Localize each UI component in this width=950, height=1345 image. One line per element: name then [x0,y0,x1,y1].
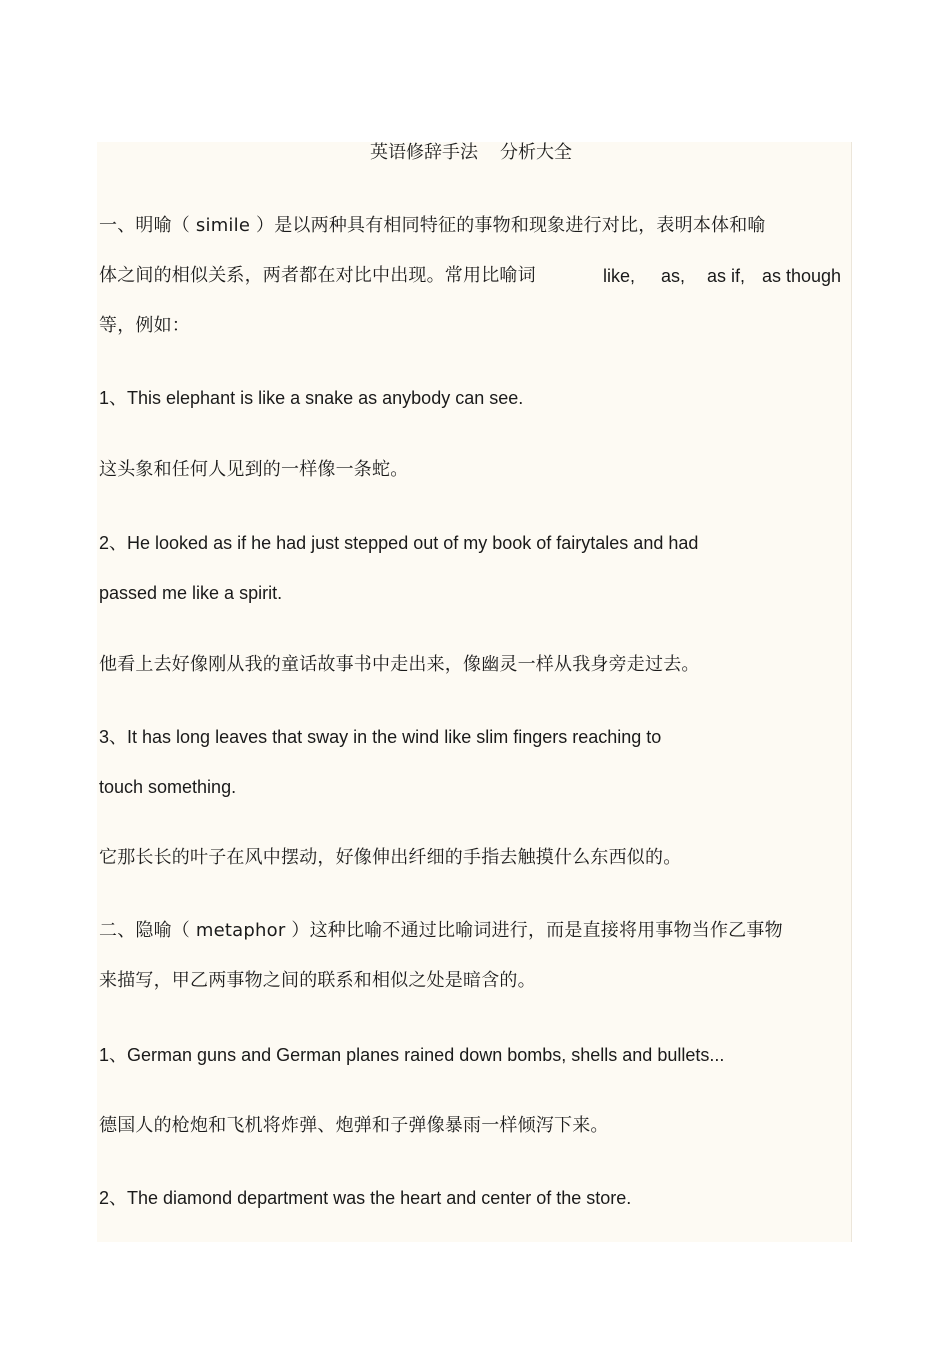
simile-definition-line-2 [99,265,846,287]
simile-definition-line-1: 一、明喻（ simile ）是以两种具有相同特征的事物和现象进行对比，表明本体和喻 [99,215,766,236]
simile-definition-line-2-text: 体之间的相似关系，两者都在对比中出现。常用比喻词 [99,265,536,286]
simile-definition-line-3: 等，例如： [99,315,190,336]
simile-word-as: as, [661,266,686,286]
metaphor-example-1-en: 1、German guns and German planes rained down bombs, shells and bullets... [99,1045,725,1065]
simile-word-like: like, [603,266,636,286]
simile-word-as-if: as if, [707,266,746,286]
simile-example-1-zh: 这头象和任何人见到的一样像一条蛇。 [99,459,409,480]
title-part-2: 分析大全 [500,142,572,163]
simile-word-as-though: as though [762,266,842,286]
simile-example-2-en-line-1: 2、He looked as if he had just stepped out of my book of fairytales and had [99,533,699,553]
metaphor-example-1-zh: 德国人的枪炮和飞机将炸弹、炮弹和子弹像暴雨一样倾泻下来。 [99,1115,609,1136]
simile-example-3-en-line-1: 3、It has long leaves that sway in the wind like slim fingers reaching to [99,727,662,747]
page-background [97,142,852,1242]
simile-example-3-en-line-2: touch something. [99,777,237,797]
simile-example-2-zh: 他看上去好像刚从我的童话故事书中走出来，像幽灵一样从我身旁走过去。 [99,654,700,675]
metaphor-example-2-en: 2、The diamond department was the heart and center of the store. [99,1188,632,1208]
metaphor-definition-line-1: 二、隐喻（ metaphor ）这种比喻不通过比喻词进行，而是直接将用事物当作乙事物 [99,920,783,941]
document-title [370,142,572,164]
simile-example-3-zh: 它那长长的叶子在风中摆动，好像伸出纤细的手指去触摸什么东西似的。 [99,847,682,868]
title-part-1: 英语修辞手法 [370,142,478,163]
metaphor-definition-line-2: 来描写，甲乙两事物之间的联系和相似之处是暗含的。 [99,970,536,991]
simile-example-1-en: 1、This elephant is like a snake as anybody can see. [99,388,524,408]
simile-example-2-en-line-2: passed me like a spirit. [99,583,283,603]
